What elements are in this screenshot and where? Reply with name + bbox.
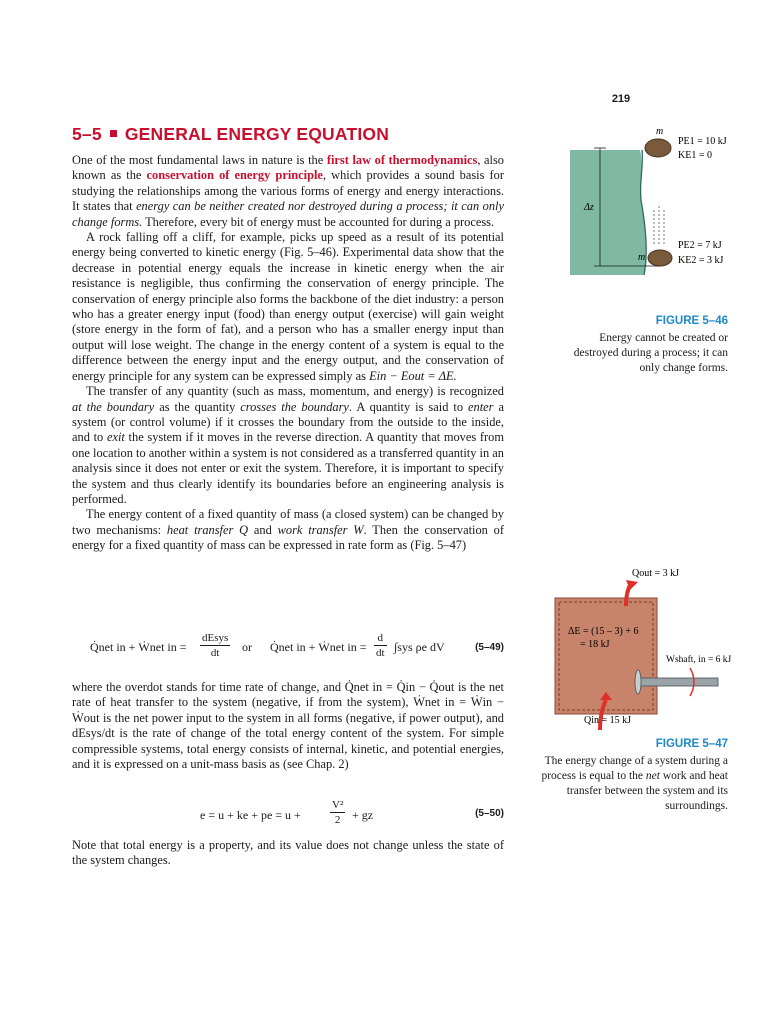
- equation-5-49: [72, 628, 504, 668]
- fig46-pe1: PE1 = 10 kJ: [678, 136, 727, 147]
- eq550-fraction: $\frac{\text{V²}}{2}$: [332, 799, 344, 826]
- figure-5-46-illustration: [560, 120, 740, 280]
- figure-5-47-caption: The energy change of a system during a process is equal to the net work and heat transfer between the system and its surroundings.: [541, 755, 728, 812]
- eq549-lhs-2: Q̇net in + Ẇnet in =: [270, 640, 367, 654]
- fig46-dz: Δz: [584, 202, 594, 213]
- body-column-mid: [72, 680, 504, 772]
- fig47-delta-e-line1: ΔE = (15 – 3) + 6: [568, 626, 639, 637]
- fig47-wshaft: Wshaft, in = 6 kJ: [666, 655, 732, 665]
- keyword-conservation: conservation of energy principle: [146, 168, 323, 183]
- eq549-lhs: Q̇net in + Ẇnet in =: [90, 640, 187, 654]
- section-number: 5–5: [72, 124, 102, 144]
- page-number: 219: [611, 93, 631, 105]
- body-column-bottom: [72, 838, 504, 869]
- body-column-top: [72, 153, 504, 554]
- eq549-fraction-1: dEsys dt: [202, 632, 229, 659]
- paragraph-5: where the overdot stands for time rate of change, and Q̇net in = Q̇in − Q̇out is the net rate of heat transfer to the system (negative, if from the system), Ẇnet in = Ẇin − Ẇout is the net power input to the system in all forms (negative, if power output), and dEsys/dt is the rate of change of the total energy content of the system. For simple compressible systems, total energy consists of internal, kinetic, and potential energies, and it is expressed on a unit-mass basis as (see Chap. 2): [72, 680, 504, 772]
- rock-bottom-icon: [648, 250, 672, 266]
- paragraph-3: The transfer of any quantity (such as mass, momentum, and energy) is recognized at the boundary as the quantity crosses the boundary. A quantity is said to enter a system (or control volume) if it crosses the boundary from the outside to the inside, and to exit the system if it moves in the reverse direction. A quantity that moves from one location to another within a system is not considered as a transferred quantity in an analysis since it does not enter or exit the system. Therefore, it is important to specify the system and thus clearly identify its boundaries before an engineering analysis is performed.: [72, 384, 504, 506]
- figure-5-47-label: FIGURE 5–47: [655, 738, 728, 750]
- figure-5-46-caption: Energy cannot be created or destroyed during a process; it can only change forms.: [573, 332, 728, 374]
- shaft: [640, 678, 718, 686]
- figure-5-46-label: FIGURE 5–46: [655, 315, 728, 327]
- eq550-rhs: + gz: [352, 808, 374, 822]
- fig47-qout: Qout = 3 kJ: [632, 568, 680, 579]
- fig46-mass-bottom: m: [638, 252, 646, 263]
- fig46-ke2: KE2 = 3 kJ: [678, 255, 724, 266]
- section-title-text: GENERAL ENERGY EQUATION: [124, 124, 390, 144]
- fig47-delta-e-line2: = 18 kJ: [580, 639, 610, 650]
- rock-top-icon: [645, 139, 671, 157]
- eq550-lhs: e = u + ke + pe = u +: [200, 808, 301, 822]
- fig46-mass-top: m: [656, 126, 664, 137]
- fig46-pe2: PE2 = 7 kJ: [678, 240, 722, 251]
- paragraph-4: The energy content of a fixed quantity of mass (a closed system) can be changed by two mechanisms: heat transfer Q and work transfer W. Then the conservation of energy for a fixed quantity of mass can be expressed in rate form as (Fig. 5–47): [72, 507, 504, 553]
- fig47-qin: Qin = 15 kJ: [584, 715, 632, 726]
- equation-5-50: [72, 794, 504, 834]
- cliff-shape: [570, 150, 646, 275]
- eq549-fraction-2: $\frac{d}{dt}$: [376, 632, 385, 659]
- section-bullet-icon: [110, 130, 117, 137]
- eq549-or: or: [242, 640, 252, 654]
- paragraph-6: Note that total energy is a property, and its value does not change unless the state of the system changes.: [72, 838, 504, 868]
- figure-5-47-illustration: [540, 560, 740, 735]
- paragraph-1: One of the most fundamental laws in nature is the first law of thermodynamics, also known as the conservation of energy principle, which provides a sound basis for studying the relationships among the various forms of energy and energy interactions. It states that energy can be neither created nor destroyed during a process; it can only change forms. Therefore, every bit of energy must be accounted for during a process.: [72, 153, 504, 229]
- fig46-ke1: KE1 = 0: [678, 150, 712, 161]
- eq549-integral: ∫sys ρe dV: [394, 640, 445, 654]
- section-title: [72, 124, 389, 145]
- eq549-number: (5–49): [475, 642, 504, 653]
- paddle-icon: [635, 670, 641, 694]
- keyword-first-law: first law of thermodynamics: [326, 153, 478, 167]
- eq550-number: (5–50): [475, 808, 504, 819]
- paragraph-2: A rock falling off a cliff, for example, picks up speed as a result of its potential energy being converted to kinetic energy (Fig. 5–46). Experimental data show that the decrease in potential energy equals the increase in kinetic energy when the air resistance is negligible, thus confirming the conservation of energy principle. The conservation of energy principle also forms the backbone of the diet industry: a person who has a greater energy input (food) than energy output (exercise) will gain weight (store energy in the form of fat), and a person who has a smaller energy input than output will lose weight. The change in the energy content of a system is equal to the difference between the energy input and the energy output, and the conservation of energy principle for any system can be expressed simply as Ein − Eout = ΔE.: [72, 230, 504, 383]
